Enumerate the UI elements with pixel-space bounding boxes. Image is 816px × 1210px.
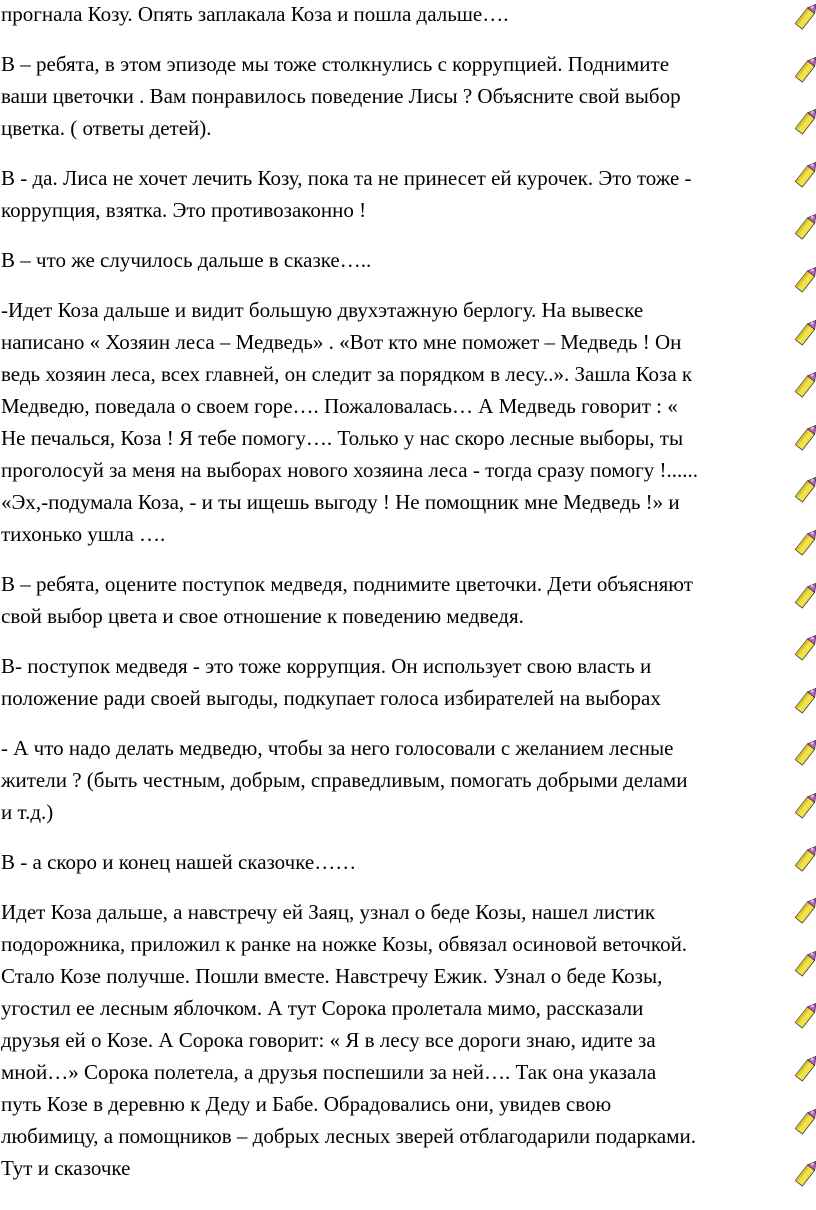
pencil-icon (794, 368, 816, 398)
text-line: проголосуй за меня на выборах нового хозяина леса - тогда сразу помогу !...... (1, 458, 699, 482)
paragraph (1, 650, 813, 714)
text-line: Стало Козе получше. Пошли вместе. Навстречу Ежик. Узнал о беде Козы, (1, 964, 663, 988)
pencil-icon (794, 1157, 816, 1187)
text-line: В – что же случилось дальше в сказке….. (1, 248, 372, 272)
text-line: подорожника, приложил к ранке на ножке Козы, обвязал осиновой веточкой. (1, 932, 688, 956)
text-line: и т.д.) (1, 800, 54, 824)
pencil-icon (794, 1105, 816, 1135)
text-line: свой выбор цвета и свое отношение к поведению медведя. (1, 604, 524, 628)
pencil-icon (794, 526, 816, 556)
pencil-icon (794, 421, 816, 451)
pencil-icon (794, 631, 816, 661)
text-line: друзья ей о Козе. А Сорока говорит: « Я в лесу все дороги знаю, идите за (1, 1028, 656, 1052)
pencil-icon (794, 53, 816, 83)
text-line: жители ? (быть честным, добрым, справедливым, помогать добрыми делами (1, 768, 688, 792)
pencil-icon (794, 105, 816, 135)
text-line: положение ради своей выгоды, подкупает голоса избирателей на выборах (1, 686, 661, 710)
pencil-icon (794, 158, 816, 188)
text-line: В – ребята, в этом эпизоде мы тоже столкнулись с коррупцией. Поднимите (1, 52, 670, 76)
text-line: угостил ее лесным яблочком. А тут Сорока пролетала мимо, рассказали (1, 996, 644, 1020)
text-line: ваши цветочки . Вам понравилось поведение Лисы ? Объясните свой выбор (1, 84, 681, 108)
text-line: тихонько ушла …. (1, 522, 166, 546)
text-line: Идет Коза дальше, а навстречу ей Заяц, узнал о беде Козы, нашел листик (1, 900, 656, 924)
text-line: Тут и сказочке (1, 1156, 131, 1180)
paragraph (1, 732, 813, 828)
text-line: -Идет Коза дальше и видит большую двухэтажную берлогу. На вывеске (1, 298, 644, 322)
pencil-border (794, 0, 816, 1210)
pencil-icon (794, 579, 816, 609)
text-line: любимицу, а помощников – добрых лесных зверей отблагодарили подарками. (1, 1124, 697, 1148)
text-line: В - да. Лиса не хочет лечить Козу, пока та не принесет ей курочек. Это тоже - (1, 166, 692, 190)
text-line: коррупция, взятка. Это противозаконно ! (1, 198, 367, 222)
pencil-icon (794, 316, 816, 346)
paragraph (1, 0, 813, 30)
pencil-icon (794, 842, 816, 872)
pencil-icon (794, 210, 816, 240)
text-line: цветка. ( ответы детей). (1, 116, 212, 140)
pencil-icon (794, 789, 816, 819)
pencil-icon (794, 684, 816, 714)
pencil-icon (794, 736, 816, 766)
text-line: мной…» Сорока полетела, а друзья поспешили за ней…. Так она указала (1, 1060, 657, 1084)
paragraph (1, 846, 813, 878)
paragraph (1, 244, 813, 276)
text-line: Не печалься, Коза ! Я тебе помогу…. Только у нас скоро лесные выборы, ты (1, 426, 684, 450)
pencil-icon (794, 263, 816, 293)
pencil-icon (794, 1052, 816, 1082)
text-line: ведь хозяин леса, всех главней, он следит за порядком в лесу..». Зашла Коза к (1, 362, 693, 386)
paragraph (1, 896, 813, 1184)
text-line: - А что надо делать медведю, чтобы за него голосовали с желанием лесные (1, 736, 674, 760)
text-line: прогнала Козу. Опять заплакала Коза и пошла дальше…. (1, 2, 509, 26)
pencil-icon (794, 894, 816, 924)
text-line: написано « Хозяин леса – Медведь» . «Вот кто мне поможет – Медведь ! Он (1, 330, 682, 354)
pencil-icon (794, 473, 816, 503)
paragraph (1, 568, 813, 632)
text-line: В- поступок медведя - это тоже коррупция. Он использует свою власть и (1, 654, 652, 678)
pencil-icon (794, 947, 816, 977)
pencil-icon (794, 999, 816, 1029)
paragraph (1, 48, 813, 144)
text-line: путь Козе в деревню к Деду и Бабе. Обрадовались они, увидев свою (1, 1092, 612, 1116)
text-line: В - а скоро и конец нашей сказочке…… (1, 850, 357, 874)
pencil-icon (794, 0, 816, 30)
paragraph (1, 294, 813, 550)
text-line: В – ребята, оцените поступок медведя, поднимите цветочки. Дети объясняют (1, 572, 693, 596)
paragraph (1, 162, 813, 226)
text-line: «Эх,-подумала Коза, - и ты ищешь выгоду ! Не помощник мне Медведь !» и (1, 490, 680, 514)
document-body (1, 0, 813, 1202)
text-line: Медведю, поведала о своем горе…. Пожаловалась… А Медведь говорит : « (1, 394, 678, 418)
